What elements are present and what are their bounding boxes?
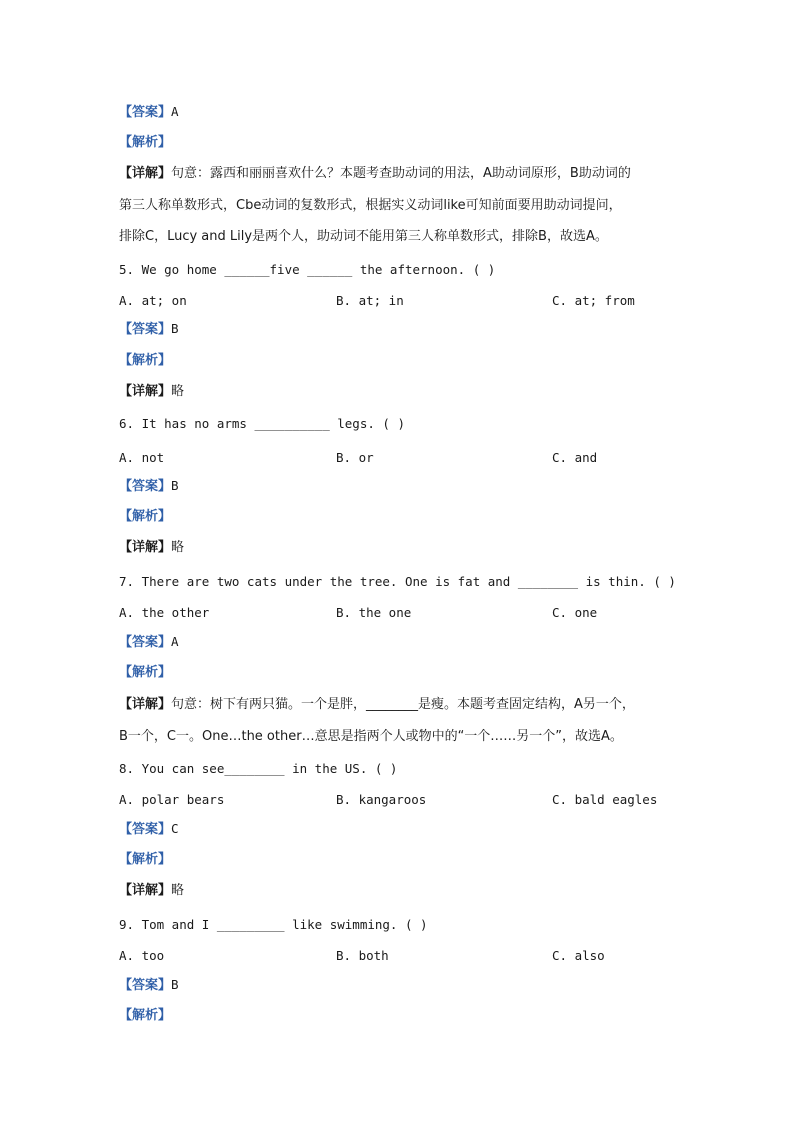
q8-option-c: C. bald eagles xyxy=(552,792,658,807)
q6-option-b: B. or xyxy=(336,450,374,465)
q9-option-b: B. both xyxy=(336,948,389,963)
q8-analysis xyxy=(119,851,689,869)
analysis-label: 【解析】 xyxy=(119,852,172,867)
answer-label: 【答案】 xyxy=(119,822,172,837)
detail-label: 【详解】 xyxy=(119,883,172,898)
q5-option-b: B. at; in xyxy=(336,293,404,308)
answer-label: 【答案】 xyxy=(119,978,172,993)
q7-detail-line-1 xyxy=(119,696,689,714)
answer-label: 【答案】 xyxy=(119,105,172,120)
q9-answer xyxy=(119,976,689,995)
answer-value: A xyxy=(171,104,179,119)
q7-option-a: A. the other xyxy=(119,605,210,620)
detail-text: 句意：露西和丽丽喜欢什么？本题考查助动词的用法，A助动词原形，B助动词的 xyxy=(171,166,631,181)
answer-label: 【答案】 xyxy=(119,635,172,650)
q9-option-c: C. also xyxy=(552,948,605,963)
detail-text: 略 xyxy=(171,384,185,399)
detail-label: 【详解】 xyxy=(119,540,172,555)
q6-analysis xyxy=(119,508,689,526)
q7-option-c: C. one xyxy=(552,605,598,620)
q6-answer xyxy=(119,477,689,496)
q7-analysis xyxy=(119,664,689,682)
q5-stem: 5. We go home ______five ______ the afternoon. ( ) xyxy=(119,262,496,277)
q8-option-b: B. kangaroos xyxy=(336,792,427,807)
q4-detail-line-1 xyxy=(119,165,689,183)
detail-text: 略 xyxy=(171,540,185,555)
q6-detail xyxy=(119,539,689,557)
q5-detail xyxy=(119,383,689,401)
detail-label: 【详解】 xyxy=(119,697,172,712)
answer-label: 【答案】 xyxy=(119,322,172,337)
analysis-label: 【解析】 xyxy=(119,1008,172,1023)
detail-text: 略 xyxy=(171,883,185,898)
q4-answer xyxy=(119,103,689,122)
q8-answer xyxy=(119,820,689,839)
detail-label: 【详解】 xyxy=(119,166,172,181)
analysis-label: 【解析】 xyxy=(119,509,172,524)
q5-option-a: A. at; on xyxy=(119,293,187,308)
analysis-label: 【解析】 xyxy=(119,353,172,368)
q5-analysis xyxy=(119,352,689,370)
q4-detail-line-2: 第三人称单数形式，Cbe动词的复数形式，根据实义动词like可知前面要用助动词提问， xyxy=(119,198,622,213)
q7-stem: 7. There are two cats under the tree. One is fat and ________ is thin. ( ) xyxy=(119,574,676,589)
q4-analysis xyxy=(119,134,689,152)
q9-stem: 9. Tom and I _________ like swimming. ( ) xyxy=(119,917,428,932)
answer-value: B xyxy=(171,321,179,336)
q9-analysis xyxy=(119,1007,689,1025)
q6-stem: 6. It has no arms __________ legs. ( ) xyxy=(119,416,405,431)
answer-label: 【答案】 xyxy=(119,479,172,494)
q5-answer xyxy=(119,320,689,339)
q9-option-a: A. too xyxy=(119,948,165,963)
q7-detail-line-2: B一个，C一。One…the other…意思是指两个人或物中的“一个……另一个”，故选A。 xyxy=(119,729,623,744)
q5-option-c: C. at; from xyxy=(552,293,635,308)
analysis-label: 【解析】 xyxy=(119,665,172,680)
answer-value: C xyxy=(171,821,179,836)
q7-answer xyxy=(119,633,689,652)
detail-text: 句意：树下有两只猫。一个是胖，________是瘦。本题考查固定结构，A另一个， xyxy=(171,697,635,712)
detail-label: 【详解】 xyxy=(119,384,172,399)
q8-stem: 8. You can see________ in the US. ( ) xyxy=(119,761,398,776)
answer-value: B xyxy=(171,977,179,992)
q8-option-a: A. polar bears xyxy=(119,792,225,807)
q4-detail-line-3: 排除C，Lucy and Lily是两个人，助动词不能用第三人称单数形式，排除B，故选A。 xyxy=(119,229,608,244)
q6-option-c: C. and xyxy=(552,450,598,465)
q6-option-a: A. not xyxy=(119,450,165,465)
q8-detail xyxy=(119,882,689,900)
analysis-label: 【解析】 xyxy=(119,135,172,150)
answer-value: B xyxy=(171,478,179,493)
answer-value: A xyxy=(171,634,179,649)
q7-option-b: B. the one xyxy=(336,605,412,620)
